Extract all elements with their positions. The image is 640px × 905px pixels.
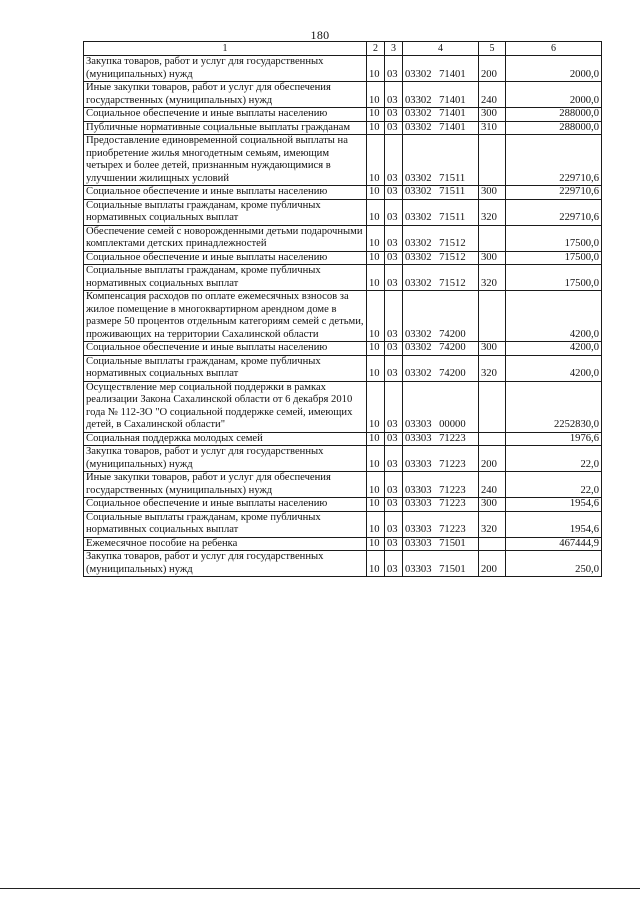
target-code: 03303 00000 bbox=[403, 381, 479, 432]
table-row bbox=[84, 432, 602, 446]
expense-type-code: 200 bbox=[479, 56, 506, 82]
col-header-section: 2 bbox=[367, 42, 385, 56]
expense-type-code: 200 bbox=[479, 551, 506, 577]
col-header-subsection: 3 bbox=[385, 42, 403, 56]
amount: 229710,6 bbox=[506, 199, 602, 225]
item-name: Социальные выплаты гражданам, кроме публичных нормативных социальных выплат bbox=[84, 199, 367, 225]
target-code: 03303 71223 bbox=[403, 472, 479, 498]
section-code: 10 bbox=[367, 265, 385, 291]
expense-type-code: 320 bbox=[479, 355, 506, 381]
amount: 288000,0 bbox=[506, 121, 602, 135]
item-name: Закупка товаров, работ и услуг для государственных (муниципальных) нужд bbox=[84, 446, 367, 472]
target-code: 03302 74200 bbox=[403, 342, 479, 356]
subsection-code: 03 bbox=[385, 199, 403, 225]
table-row bbox=[84, 511, 602, 537]
expense-type-code: 300 bbox=[479, 186, 506, 200]
table-row bbox=[84, 446, 602, 472]
col-header-name: 1 bbox=[84, 42, 367, 56]
amount: 229710,6 bbox=[506, 135, 602, 186]
item-name: Социальные выплаты гражданам, кроме публичных нормативных социальных выплат bbox=[84, 511, 367, 537]
section-code: 10 bbox=[367, 56, 385, 82]
table-row bbox=[84, 537, 602, 551]
expense-type-code bbox=[479, 381, 506, 432]
target-code: 03302 71511 bbox=[403, 135, 479, 186]
section-code: 10 bbox=[367, 108, 385, 122]
amount: 17500,0 bbox=[506, 265, 602, 291]
amount: 2000,0 bbox=[506, 82, 602, 108]
expense-type-code bbox=[479, 291, 506, 342]
amount: 22,0 bbox=[506, 472, 602, 498]
expense-type-code: 320 bbox=[479, 265, 506, 291]
expense-type-code: 310 bbox=[479, 121, 506, 135]
section-code: 10 bbox=[367, 446, 385, 472]
item-name: Обеспечение семей с новорожденными детьми подарочными комплектами детских принадлежностей bbox=[84, 225, 367, 251]
item-name: Социальное обеспечение и иные выплаты населению bbox=[84, 108, 367, 122]
subsection-code: 03 bbox=[385, 511, 403, 537]
target-code: 03303 71223 bbox=[403, 432, 479, 446]
target-code: 03302 71511 bbox=[403, 199, 479, 225]
item-name: Социальное обеспечение и иные выплаты населению bbox=[84, 186, 367, 200]
table-row bbox=[84, 108, 602, 122]
bottom-rule bbox=[0, 888, 640, 889]
expense-type-code: 300 bbox=[479, 498, 506, 512]
target-code: 03302 71512 bbox=[403, 265, 479, 291]
table-row bbox=[84, 82, 602, 108]
amount: 4200,0 bbox=[506, 355, 602, 381]
target-code: 03302 71401 bbox=[403, 121, 479, 135]
item-name: Социальные выплаты гражданам, кроме публичных нормативных социальных выплат bbox=[84, 265, 367, 291]
section-code: 10 bbox=[367, 432, 385, 446]
subsection-code: 03 bbox=[385, 291, 403, 342]
subsection-code: 03 bbox=[385, 108, 403, 122]
amount: 1976,6 bbox=[506, 432, 602, 446]
item-name: Социальное обеспечение и иные выплаты населению bbox=[84, 251, 367, 265]
subsection-code: 03 bbox=[385, 265, 403, 291]
table-row bbox=[84, 291, 602, 342]
subsection-code: 03 bbox=[385, 472, 403, 498]
section-code: 10 bbox=[367, 498, 385, 512]
amount: 1954,6 bbox=[506, 498, 602, 512]
section-code: 10 bbox=[367, 291, 385, 342]
amount: 1954,6 bbox=[506, 511, 602, 537]
subsection-code: 03 bbox=[385, 225, 403, 251]
table-row bbox=[84, 342, 602, 356]
section-code: 10 bbox=[367, 199, 385, 225]
expense-type-code: 320 bbox=[479, 511, 506, 537]
section-code: 10 bbox=[367, 121, 385, 135]
section-code: 10 bbox=[367, 251, 385, 265]
item-name: Социальная поддержка молодых семей bbox=[84, 432, 367, 446]
amount: 467444,9 bbox=[506, 537, 602, 551]
item-name: Закупка товаров, работ и услуг для государственных (муниципальных) нужд bbox=[84, 551, 367, 577]
col-header-expense-type: 5 bbox=[479, 42, 506, 56]
expense-type-code: 300 bbox=[479, 251, 506, 265]
section-code: 10 bbox=[367, 537, 385, 551]
section-code: 10 bbox=[367, 551, 385, 577]
target-code: 03302 74200 bbox=[403, 291, 479, 342]
target-code: 03303 71223 bbox=[403, 511, 479, 537]
target-code: 03302 71401 bbox=[403, 56, 479, 82]
item-name: Иные закупки товаров, работ и услуг для обеспечения государственных (муниципальных) нужд bbox=[84, 472, 367, 498]
expense-type-code bbox=[479, 432, 506, 446]
section-code: 10 bbox=[367, 135, 385, 186]
expense-type-code: 240 bbox=[479, 82, 506, 108]
table-row bbox=[84, 472, 602, 498]
target-code: 03302 71511 bbox=[403, 186, 479, 200]
target-code: 03302 71401 bbox=[403, 82, 479, 108]
expense-type-code: 200 bbox=[479, 446, 506, 472]
section-code: 10 bbox=[367, 472, 385, 498]
subsection-code: 03 bbox=[385, 56, 403, 82]
table-row bbox=[84, 355, 602, 381]
expense-type-code bbox=[479, 537, 506, 551]
subsection-code: 03 bbox=[385, 381, 403, 432]
target-code: 03302 74200 bbox=[403, 355, 479, 381]
subsection-code: 03 bbox=[385, 355, 403, 381]
section-code: 10 bbox=[367, 342, 385, 356]
expense-type-code bbox=[479, 135, 506, 186]
subsection-code: 03 bbox=[385, 498, 403, 512]
item-name: Социальные выплаты гражданам, кроме публичных нормативных социальных выплат bbox=[84, 355, 367, 381]
item-name: Ежемесячное пособие на ребенка bbox=[84, 537, 367, 551]
amount: 2000,0 bbox=[506, 56, 602, 82]
table-row bbox=[84, 186, 602, 200]
table-row bbox=[84, 551, 602, 577]
amount: 17500,0 bbox=[506, 225, 602, 251]
section-code: 10 bbox=[367, 82, 385, 108]
subsection-code: 03 bbox=[385, 432, 403, 446]
expense-type-code bbox=[479, 225, 506, 251]
expense-type-code: 300 bbox=[479, 108, 506, 122]
item-name: Публичные нормативные социальные выплаты гражданам bbox=[84, 121, 367, 135]
expense-type-code: 320 bbox=[479, 199, 506, 225]
subsection-code: 03 bbox=[385, 551, 403, 577]
subsection-code: 03 bbox=[385, 446, 403, 472]
table-row bbox=[84, 135, 602, 186]
amount: 4200,0 bbox=[506, 291, 602, 342]
section-code: 10 bbox=[367, 511, 385, 537]
target-code: 03303 71501 bbox=[403, 537, 479, 551]
target-code: 03302 71512 bbox=[403, 225, 479, 251]
subsection-code: 03 bbox=[385, 342, 403, 356]
table-row bbox=[84, 225, 602, 251]
header-row bbox=[84, 42, 602, 56]
table-row bbox=[84, 381, 602, 432]
expense-type-code: 300 bbox=[479, 342, 506, 356]
amount: 2252830,0 bbox=[506, 381, 602, 432]
item-name: Социальное обеспечение и иные выплаты населению bbox=[84, 498, 367, 512]
table-row bbox=[84, 56, 602, 82]
subsection-code: 03 bbox=[385, 82, 403, 108]
item-name: Предоставление единовременной социальной выплаты на приобретение жилья многодетным семьям, имеющим четырех и более детей, признанным нуждающимися в улучшении жилищных условий bbox=[84, 135, 367, 186]
expense-type-code: 240 bbox=[479, 472, 506, 498]
table-row bbox=[84, 251, 602, 265]
amount: 4200,0 bbox=[506, 342, 602, 356]
target-code: 03303 71223 bbox=[403, 446, 479, 472]
subsection-code: 03 bbox=[385, 135, 403, 186]
target-code: 03302 71512 bbox=[403, 251, 479, 265]
table-row bbox=[84, 121, 602, 135]
budget-table bbox=[83, 41, 602, 577]
section-code: 10 bbox=[367, 381, 385, 432]
amount: 17500,0 bbox=[506, 251, 602, 265]
amount: 22,0 bbox=[506, 446, 602, 472]
table-row bbox=[84, 498, 602, 512]
col-header-target-code: 4 bbox=[403, 42, 479, 56]
item-name: Компенсация расходов по оплате ежемесячных взносов за жилое помещение в многоквартирном арендном доме в размере 50 процентов отдельным категориям семей с детьми, проживающих на территории Сахалинской области bbox=[84, 291, 367, 342]
table-row bbox=[84, 199, 602, 225]
item-name: Закупка товаров, работ и услуг для государственных (муниципальных) нужд bbox=[84, 56, 367, 82]
subsection-code: 03 bbox=[385, 537, 403, 551]
item-name: Осуществление мер социальной поддержки в рамках реализации Закона Сахалинской области от 6 декабря 2010 года № 112-ЗО "О социальной поддержке семей, имеющих детей, в Сахалинской области" bbox=[84, 381, 367, 432]
target-code: 03302 71401 bbox=[403, 108, 479, 122]
subsection-code: 03 bbox=[385, 251, 403, 265]
subsection-code: 03 bbox=[385, 121, 403, 135]
amount: 250,0 bbox=[506, 551, 602, 577]
target-code: 03303 71501 bbox=[403, 551, 479, 577]
amount: 229710,6 bbox=[506, 186, 602, 200]
amount: 288000,0 bbox=[506, 108, 602, 122]
section-code: 10 bbox=[367, 186, 385, 200]
section-code: 10 bbox=[367, 225, 385, 251]
section-code: 10 bbox=[367, 355, 385, 381]
table-row bbox=[84, 265, 602, 291]
target-code: 03303 71223 bbox=[403, 498, 479, 512]
col-header-amount: 6 bbox=[506, 42, 602, 56]
item-name: Социальное обеспечение и иные выплаты населению bbox=[84, 342, 367, 356]
subsection-code: 03 bbox=[385, 186, 403, 200]
item-name: Иные закупки товаров, работ и услуг для обеспечения государственных (муниципальных) нужд bbox=[84, 82, 367, 108]
page-number: 180 bbox=[310, 28, 330, 42]
